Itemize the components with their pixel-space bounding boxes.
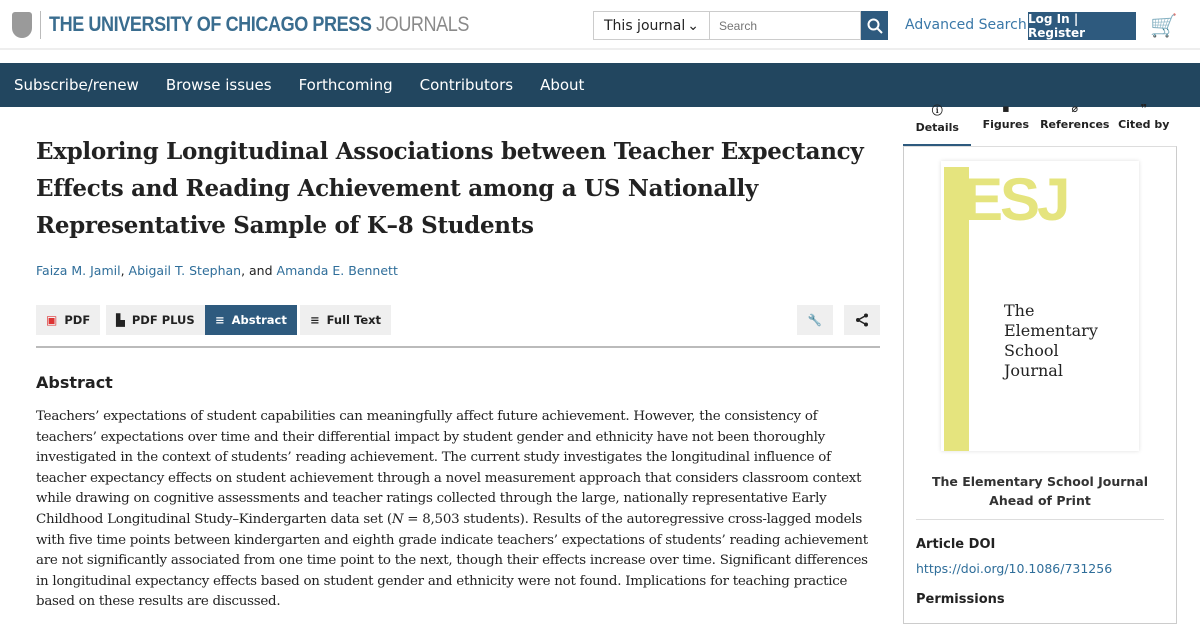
pdf-button[interactable]: ▣ PDF (36, 305, 100, 335)
pdf-plus-icon: ▙ (116, 313, 125, 327)
journal-cover[interactable] (941, 161, 1139, 451)
tab-details[interactable]: ⓘ Details (903, 102, 972, 134)
divider (916, 519, 1164, 520)
author-list: Faiza M. Jamil, Abigail T. Stephan, and Amanda E. Bennett (36, 263, 398, 278)
full-text-button[interactable]: ≡ Full Text (300, 305, 391, 335)
journal-name: The Elementary School Journal Ahead of Print (931, 474, 1149, 508)
lines-icon: ≡ (310, 313, 320, 327)
search-scope-select[interactable]: This journal ⌄ (593, 11, 710, 40)
login-register-button[interactable]: Log In | Register (1028, 12, 1136, 40)
tools-button[interactable] (797, 305, 833, 335)
search-button[interactable] (861, 11, 888, 40)
author-link[interactable]: Abigail T. Stephan (128, 263, 242, 278)
doi-link[interactable]: https://doi.org/10.1086/731256 (916, 561, 1113, 576)
logo-divider (40, 11, 41, 39)
pdf-icon: ▣ (46, 313, 58, 327)
nav-about[interactable]: About (540, 76, 585, 94)
cart-icon[interactable]: 🛒 (1150, 14, 1178, 39)
main-nav (0, 63, 1200, 107)
site-logo[interactable] (12, 11, 537, 39)
nav-subscribe[interactable]: Subscribe/renew (14, 76, 139, 94)
sidebar-tabs (903, 102, 1178, 134)
permissions-heading[interactable]: Permissions (916, 592, 1005, 607)
article-title: Exploring Longitudinal Associations between Teacher Expectancy Effects and Reading Achievement among a US Nationally Representative Sample of K–8 Students (36, 138, 864, 239)
top-bar (0, 0, 1200, 50)
paperclip-icon: ⌀ (1071, 102, 1079, 115)
nav-forthcoming[interactable]: Forthcoming (298, 76, 393, 94)
author-link[interactable]: Faiza M. Jamil (36, 263, 121, 278)
info-icon: ⓘ (931, 104, 943, 117)
image-icon: ▪ (1002, 102, 1010, 115)
cover-logo: ESJ (963, 166, 1068, 233)
doi-heading: Article DOI (916, 537, 996, 552)
share-button[interactable] (844, 305, 880, 335)
abstract-heading: Abstract (36, 373, 113, 392)
university-seal-icon (12, 12, 32, 38)
tab-figures[interactable]: ▪ Figures (972, 102, 1041, 134)
tab-cited-by[interactable]: ❞ Cited by (1109, 102, 1178, 134)
divider (36, 346, 880, 348)
wrench-icon: 🔧 (807, 313, 823, 327)
details-panel (903, 146, 1177, 624)
search-icon (867, 18, 883, 34)
nav-contributors[interactable]: Contributors (419, 76, 514, 94)
advanced-search-link[interactable]: Advanced Search (905, 17, 1027, 33)
share-icon (855, 313, 869, 327)
chevron-down-icon: ⌄ (687, 18, 699, 34)
abstract-text: Teachers’ expectations of student capabilities can meaningfully affect future achievement. However, the consistency of teachers’ expectations over time and their differential impact by student gender and ethnicity have not been thoroughly investigated in the context of students’ reading achievement. The current study investigates the longitudinal influence of teacher expectancy effects on student achievement through a novel measurement approach that considers classroom context while drawing on cognitive assessments and teacher ratings collected through the large, nationally representative Early Childhood Longitudinal Study–Kindergarten data set (N = 8,503 students). Results of the autoregressive cross-lagged models with five time points between kindergarten and eighth grade indicate teachers’ expectations of students’ reading achievement are not significantly associated from one time point to the next, though their effects increase over time. Significant differences in longitudinal expectancy effects based on student gender and ethnicity were not found. Implications for teaching practice based on these results are discussed. (36, 409, 868, 610)
abstract-button[interactable]: ≡ Abstract (205, 305, 297, 335)
search-input[interactable] (710, 11, 861, 40)
quote-icon: ❞ (1140, 102, 1147, 115)
author-link[interactable]: Amanda E. Bennett (276, 263, 398, 278)
lines-icon: ≡ (215, 313, 225, 327)
tab-references[interactable]: ⌀ References (1040, 102, 1110, 131)
pdf-plus-button[interactable]: ▙ PDF PLUS (106, 305, 205, 335)
logo-text: THE UNIVERSITY OF CHICAGO PRESS JOURNALS (49, 13, 470, 36)
cover-title: The Elementary School Journal (1004, 301, 1098, 380)
nav-browse-issues[interactable]: Browse issues (165, 76, 272, 94)
